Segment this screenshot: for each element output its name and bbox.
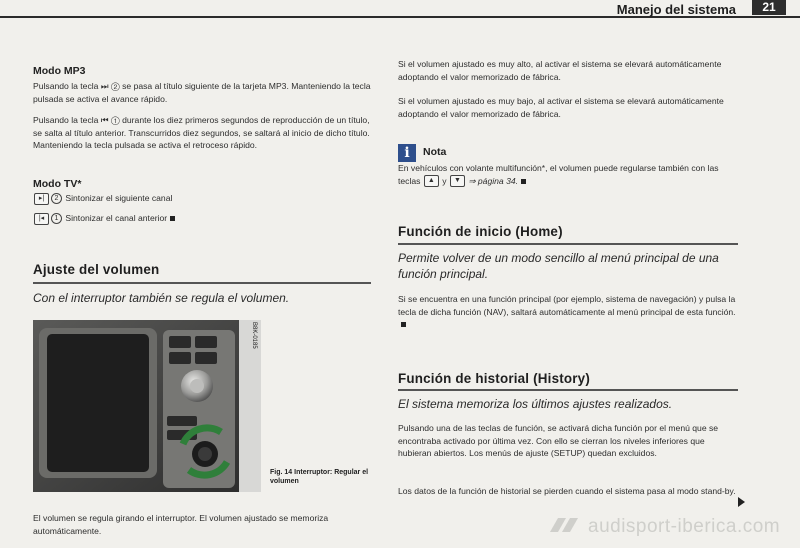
note-page-ref: ⇒ página 34. [468,175,519,186]
mp3-heading: Modo MP3 [33,65,86,77]
skip-next-icon: ▸| [34,193,49,205]
watermark-text: audisport-iberica.com [588,516,781,537]
history-subtitle: El sistema memoriza los últimos ajustes realizados. [398,397,673,411]
end-mark [521,179,526,184]
figure-caption-text: Interruptor: Regular el volumen [270,469,369,485]
figure-code: B8K-0185 [251,322,257,349]
volume-subtitle: Con el interruptor también se regula el volumen. [33,291,290,305]
steering-up-key-icon: ▲ [424,175,439,187]
volume-rule [33,282,371,284]
tv-item-prev [33,212,333,225]
tv-item-prev-label: Sintonizar el canal anterior [65,213,168,223]
volume-knob-photo [33,320,261,492]
mp3-paragraph-2: Pulsando la tecla ⏮ ① durante los diez primeros segundos de reproducción de un título, se salta al título anterior. Transcurridos diez segundos, se saltará al inicio de dicho título. Manteniendo la tecla pulsada se activa el retroceso rápido. [33,115,370,151]
mp3-paragraph-1: Pulsando la tecla ⏭ ② se pasa al título siguiente de la tarjeta MP3. Manteniendo la tecla pulsada se activa el avance rápido. [33,81,371,104]
section-title: Manejo del sistema [616,2,736,17]
home-rule [398,243,738,245]
home-subtitle: Permite volver de un modo sencillo al menú principal de una función principal. [398,251,719,281]
history-paragraph-2: Los datos de la función de historial se pierden cuando el sistema pasa al modo stand-by. [398,486,736,496]
figure-caption [270,468,380,486]
end-mark [170,216,175,221]
volume-body: El volumen se regula girando el interruptor. El volumen ajustado se memoriza automáticamente. [33,513,329,536]
note-text [398,162,738,187]
volume-high-paragraph: Si el volumen ajustado es muy alto, al activar el sistema se elevará automáticamente adoptando el valor memorizado de fábrica. [398,59,722,82]
steering-down-key-icon: ▼ [450,175,465,187]
note-text-a: En vehículos con volante multifunción*, el volumen puede regularse también con las teclas [398,163,719,186]
volume-heading: Ajuste del volumen [33,262,160,277]
home-heading: Función de inicio (Home) [398,224,563,239]
home-body [398,293,738,331]
tv-heading: Modo TV* [33,178,82,190]
skip-previous-icon: |◂ [34,213,49,225]
circle-2-icon: 2 [51,193,62,204]
watermark-logo-icon [548,518,582,532]
info-icon: i [398,144,416,162]
history-heading: Función de historial (History) [398,371,590,386]
circle-1-icon: 1 [51,213,62,224]
tv-item-next-label: Sintonizar el siguiente canal [65,193,173,203]
note-title: Nota [423,146,447,158]
history-rule [398,389,738,391]
home-body-text: Si se encuentra en una función principal (por ejemplo, sistema de navegación) y pulsa la tecla de dicha función (NAV), saltará automáticamente al menú principal de esta función. [398,294,736,317]
end-mark [401,322,406,327]
continue-arrow-icon [738,497,745,507]
volume-low-paragraph: Si el volumen ajustado es muy bajo, al activar el sistema se elevará automáticamente adoptando el valor memorizado de fábrica. [398,96,724,119]
history-paragraph-1: Pulsando una de las teclas de función, se activará dicha función por el menú que se encontraba activado por última vez. Con ello se cierran los niveles inferiores que hubieran abiertos. Los menús de ajuste (SETUP) quedan excluidos. [398,423,719,459]
tv-item-next [33,192,333,205]
note-text-b: y [442,175,447,186]
figure-caption-label: Fig. 14 [270,469,293,476]
page-number: 21 [752,0,786,15]
